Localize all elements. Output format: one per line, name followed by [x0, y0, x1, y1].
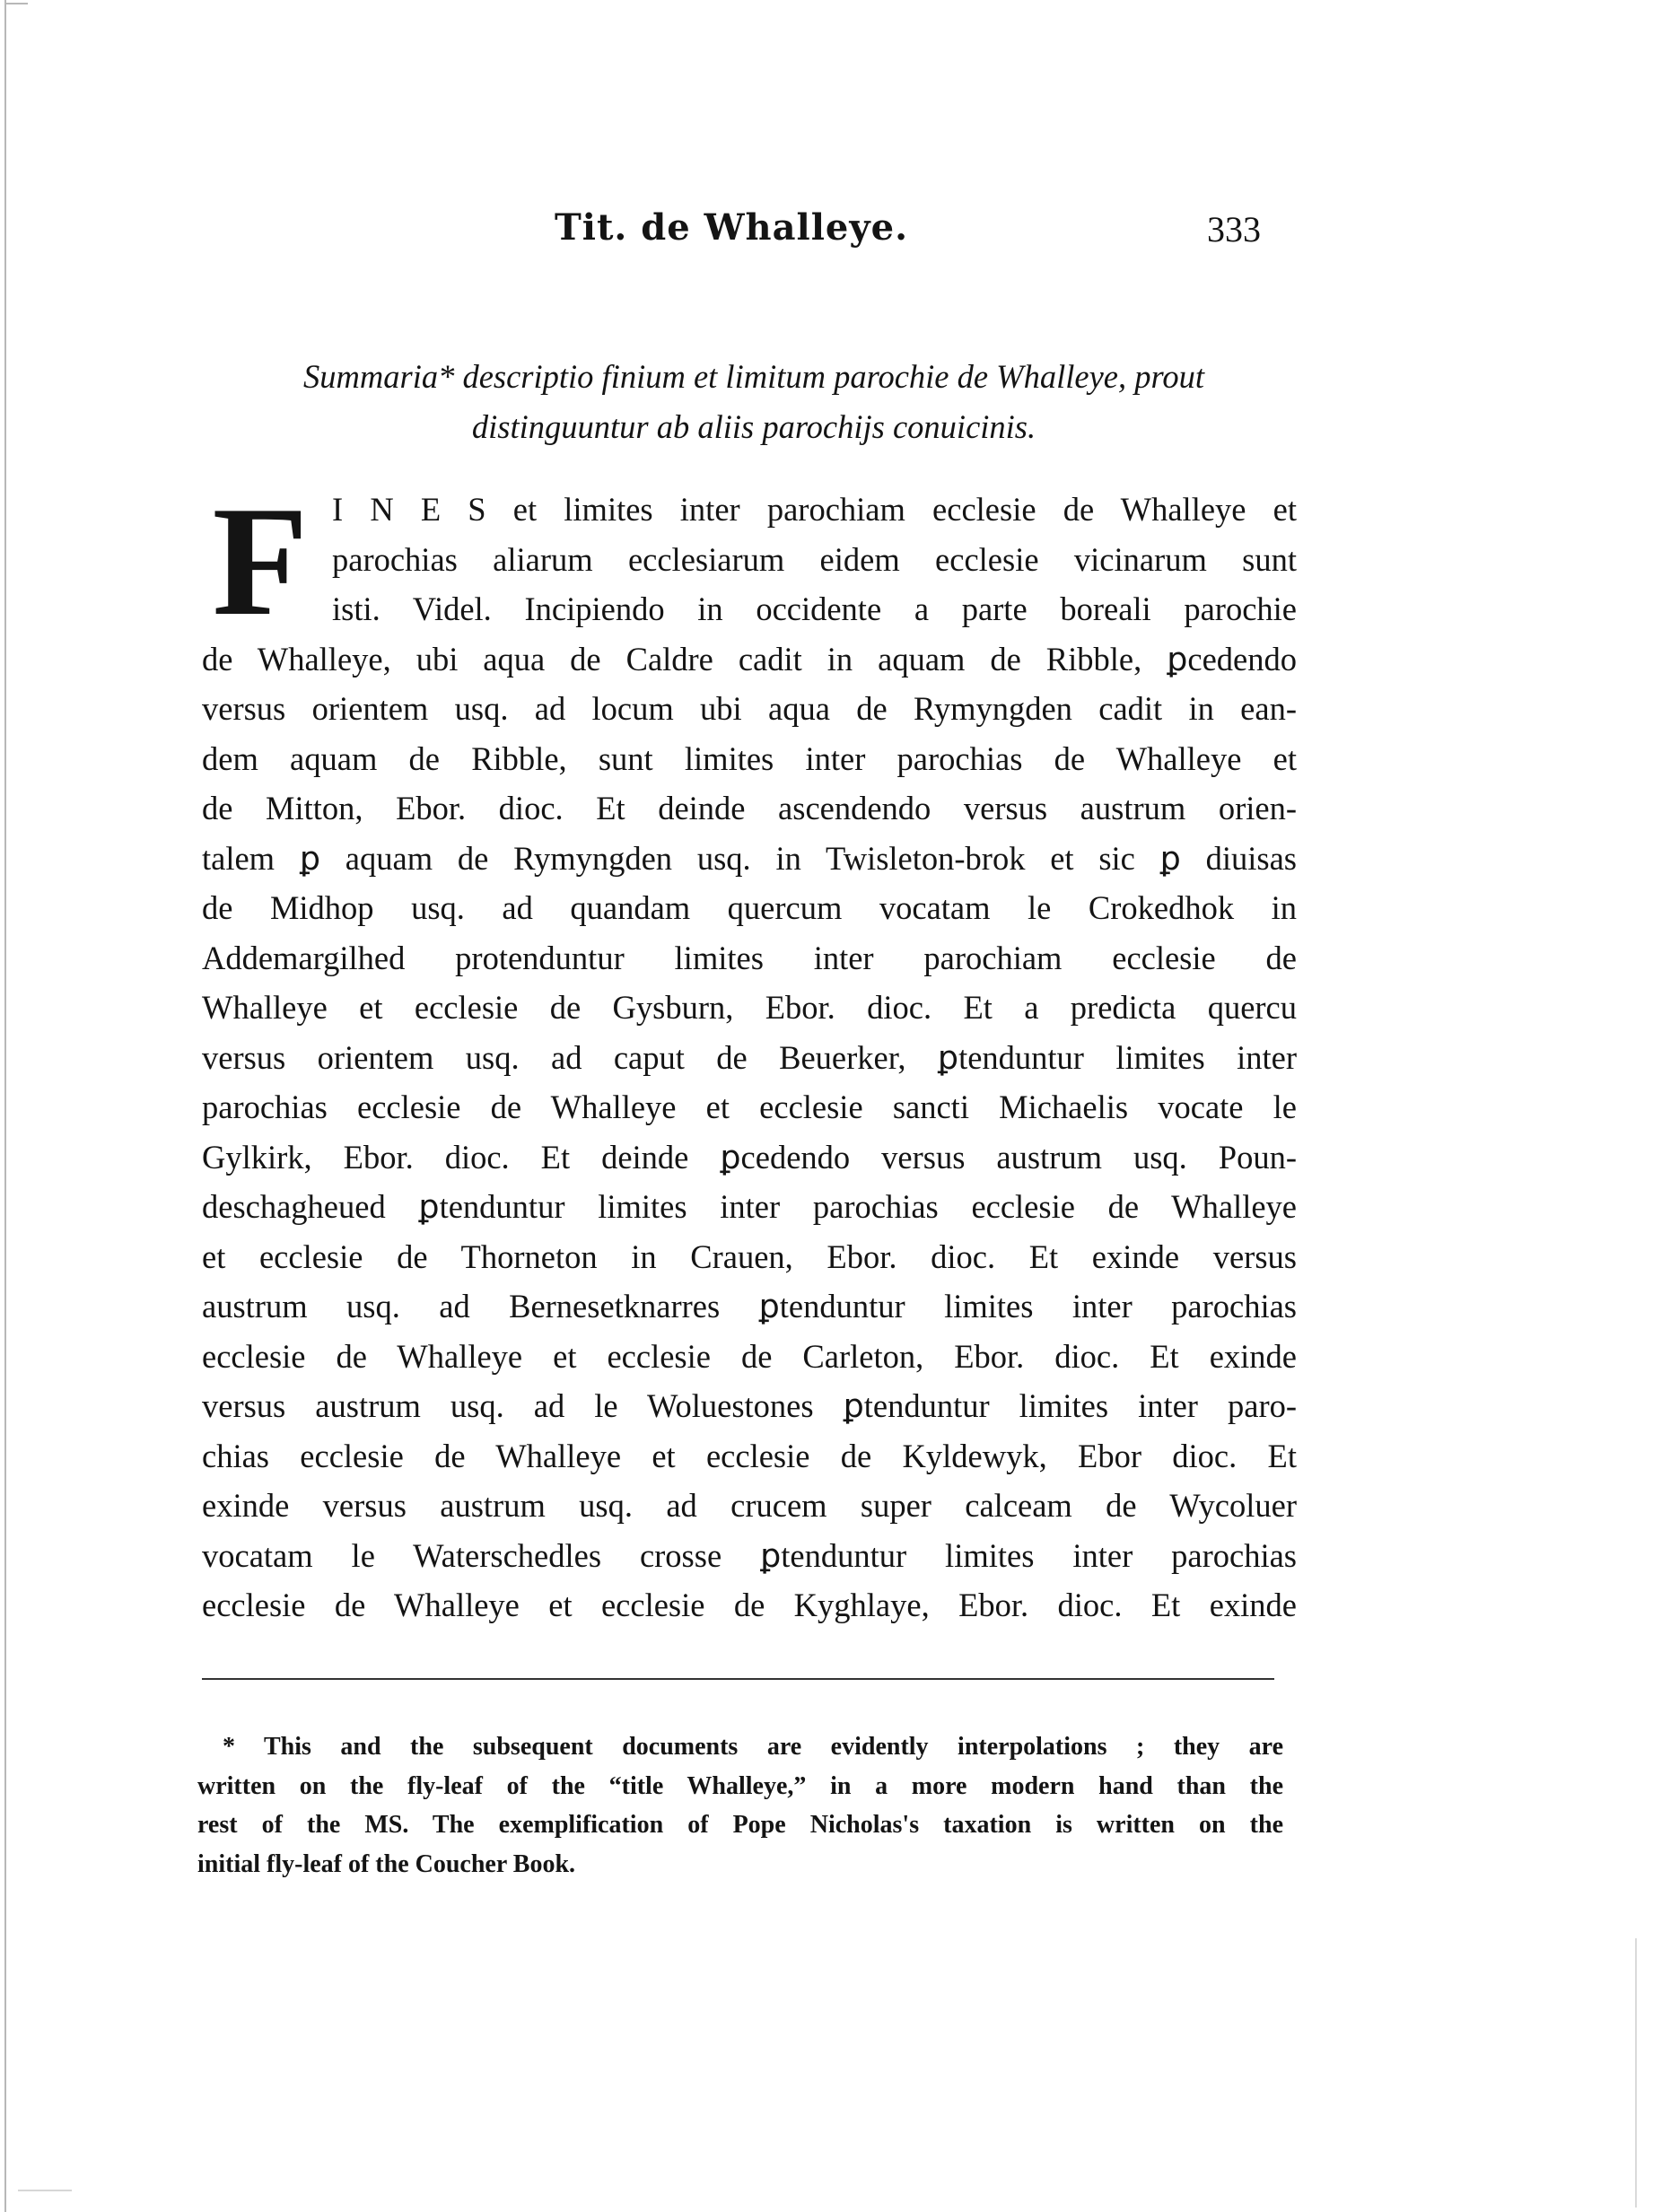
scan-edge-right [1635, 1938, 1637, 2208]
body-line: et ecclesie de Thorneton in Crauen, Ebor. dioc. Et exinde versus [202, 1237, 1297, 1275]
footnote [197, 1727, 1283, 1884]
body-line: de Midhop usq. ad quandam quercum vocatam le Crokedhok in [202, 889, 1297, 926]
body-line: exinde versus austrum usq. ad crucem super calceam de Wycoluer [202, 1487, 1297, 1524]
body-line: talem ꝑ aquam de Rymyngden usq. in Twisleton-brok et sic ꝑ diuisas [202, 839, 1297, 877]
body-text [202, 474, 1297, 1631]
footnote-line: rest of the MS. The exemplification of Pope Nicholas's taxation is written on the [197, 1811, 1283, 1839]
body-line: Addemargilhed protenduntur limites inter parochiam ecclesie de [202, 939, 1297, 976]
body-line: dem aquam de Ribble, sunt limites inter parochias de Whalleye et [202, 739, 1297, 777]
running-title: Tit. de Whalleye. [554, 206, 908, 249]
body-line: ecclesie de Whalleye et ecclesie de Carleton, Ebor. dioc. Et exinde [202, 1337, 1297, 1375]
page-number: 333 [1207, 209, 1261, 249]
body-line: austrum usq. ad Bernesetknarres ꝑtenduntur limites inter parochias [202, 1288, 1297, 1325]
scan-edge-left [4, 0, 6, 2212]
heading-line: distinguuntur ab aliis parochijs conuicinis. [471, 408, 1036, 445]
body-line: ecclesie de Whalleye et ecclesie de Kyghlaye, Ebor. dioc. Et exinde [202, 1587, 1297, 1623]
body-line: chias ecclesie de Whalleye et ecclesie de Kyldewyk, Ebor dioc. Et [202, 1437, 1297, 1474]
scan-edge-top [4, 3, 28, 4]
footnote-line: * This and the subsequent documents are evidently interpolations ; they are [223, 1733, 1283, 1761]
section-heading [202, 352, 1306, 452]
body-line: versus austrum usq. ad le Woluestones ꝑtenduntur limites inter paro- [202, 1387, 1297, 1424]
body-line: versus orientem usq. ad locum ubi aqua de Rymyngden cadit in ean- [202, 690, 1297, 727]
body-line: vocatam le Waterschedles crosse ꝑtenduntur limites inter parochias [202, 1536, 1297, 1574]
drop-cap: F [212, 474, 309, 648]
body-line: Gylkirk, Ebor. dioc. Et deinde ꝑcedendo versus austrum usq. Poun- [202, 1138, 1297, 1176]
body-line: Whalleye et ecclesie de Gysburn, Ebor. dioc. Et a predicta quercu [202, 989, 1297, 1026]
body-line: I N E S et limites inter parochiam ecclesie de Whalleye et [332, 491, 1297, 528]
body-line: de Mitton, Ebor. dioc. Et deinde ascendendo versus austrum orien- [202, 790, 1297, 826]
footnote-rule [202, 1678, 1274, 1680]
body-line: versus orientem usq. ad caput de Beuerker, ꝑtenduntur limites inter [202, 1038, 1297, 1076]
body-line: deschagheued ꝑtenduntur limites inter parochias ecclesie de Whalleye [202, 1188, 1297, 1225]
footnote-line: initial fly-leaf of the Coucher Book. [197, 1849, 576, 1878]
heading-line: Summaria* descriptio finium et limitum parochie de Whalleye, prout [303, 358, 1204, 395]
body-line: parochias aliarum ecclesiarum eidem ecclesie vicinarum sunt [332, 540, 1297, 578]
body-line: de Whalleye, ubi aqua de Caldre cadit in aquam de Ribble, ꝑcedendo [202, 640, 1297, 678]
body-line: isti. Videl. Incipiendo in occidente a parte boreali parochie [332, 590, 1297, 627]
body-line: parochias ecclesie de Whalleye et ecclesie sancti Michaelis vocate le [202, 1089, 1297, 1125]
running-head [202, 199, 1261, 262]
footnote-line: written on the fly-leaf of the “title Whalleye,” in a more modern hand than the [197, 1771, 1283, 1800]
scan-edge-bottom [18, 2190, 72, 2191]
